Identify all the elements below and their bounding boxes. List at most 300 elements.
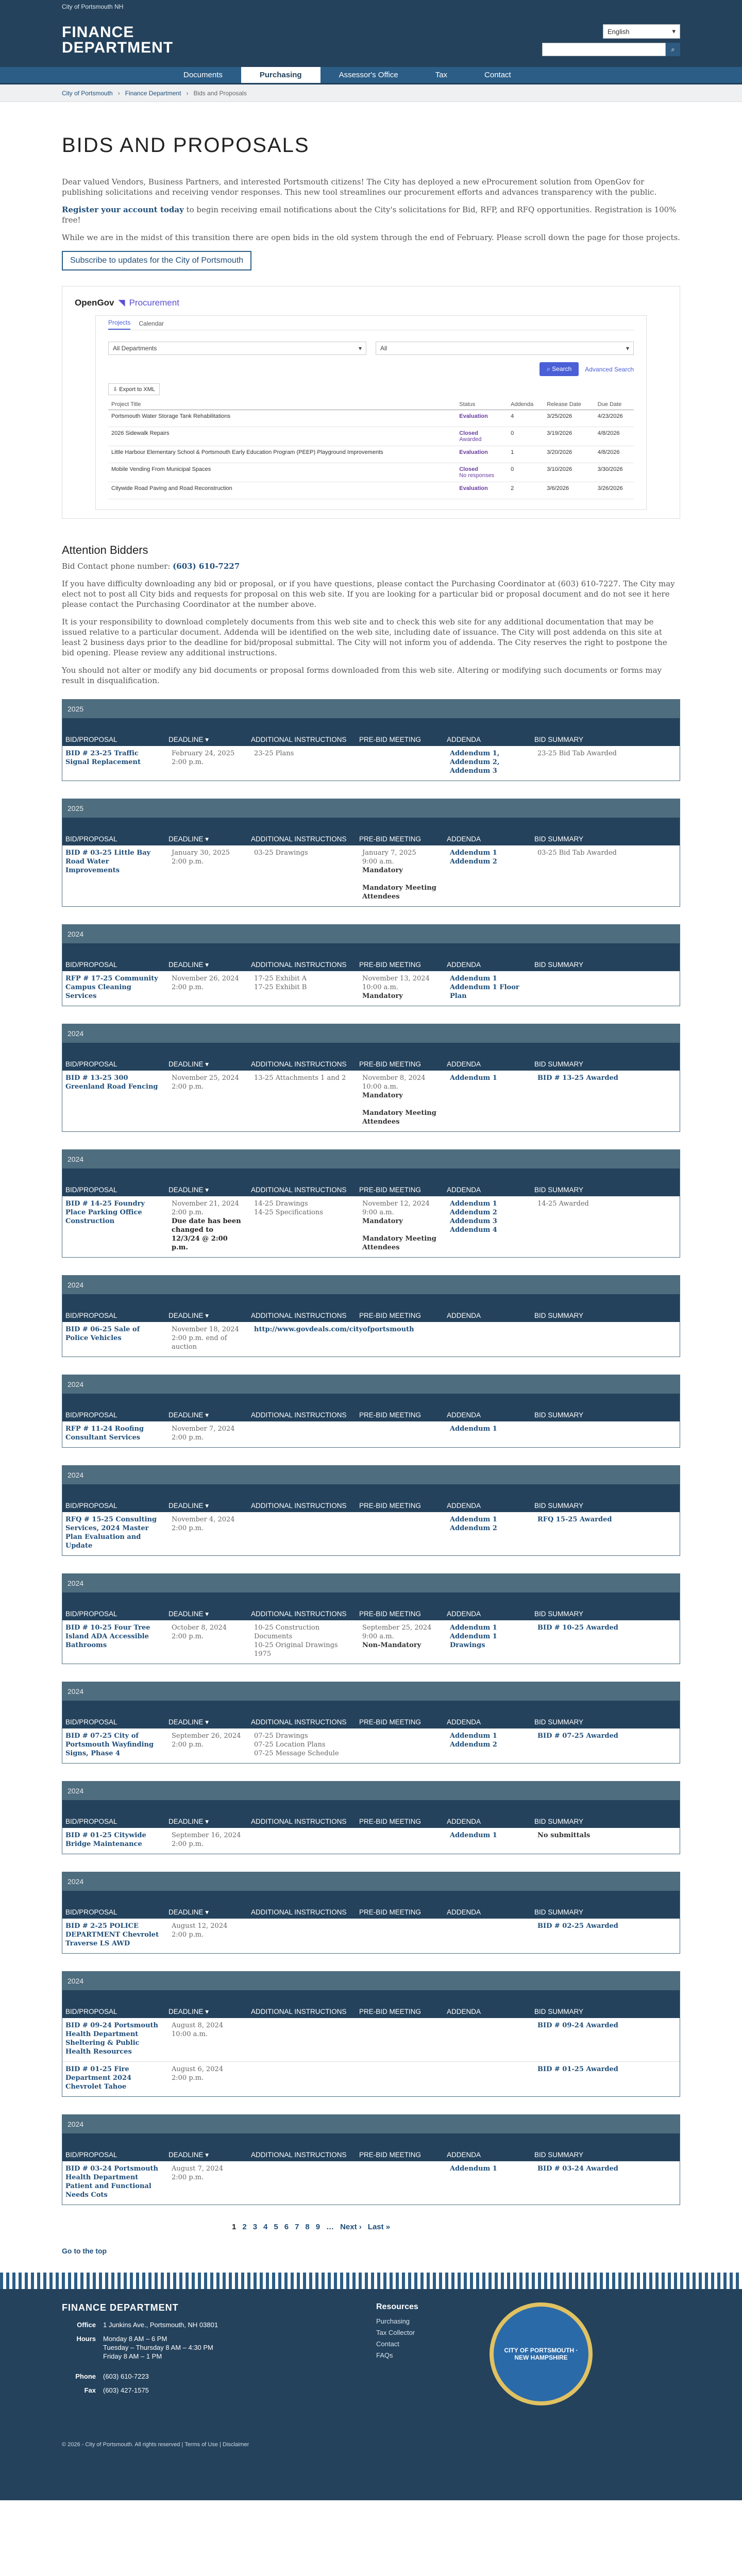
column-header: PRE-BID MEETING: [359, 1186, 421, 1194]
opengov-product: Procurement: [129, 298, 179, 308]
summary-link[interactable]: RFQ 15-25 Awarded: [537, 1516, 612, 1523]
year-header: 2024: [62, 1972, 680, 1990]
addendum-link-cell: [444, 749, 531, 775]
summary-link-cell: [531, 1074, 680, 1126]
column-header: ADDITIONAL INSTRUCTIONS: [251, 1411, 347, 1419]
deadline-sort-header[interactable]: DEADLINE ▾: [168, 835, 209, 843]
addenda-count: 4: [508, 410, 544, 427]
bid-row: [62, 971, 680, 1006]
bid-table: [62, 1872, 680, 1954]
bid-table: [62, 1275, 680, 1357]
column-header: ADDITIONAL INSTRUCTIONS: [251, 1818, 347, 1825]
advanced-search-link[interactable]: Advanced Search: [585, 365, 634, 373]
deadline-sort-header[interactable]: DEADLINE ▾: [168, 1186, 209, 1194]
deadline-time: 2:00 p.m.: [172, 1434, 204, 1442]
projects-table: [108, 399, 634, 499]
year-header: 2024: [62, 1024, 680, 1043]
summary-link: 14-25 Awarded: [537, 1200, 589, 1208]
instruction-link-cell: [248, 2065, 356, 2091]
project-status: [456, 482, 508, 499]
bid-name[interactable]: BID # 06-25 Sale of Police Vehicles: [65, 1326, 140, 1342]
chevron-down-icon: ▾: [672, 27, 676, 35]
page-link[interactable]: 6: [284, 2223, 289, 2231]
table-row[interactable]: [108, 427, 634, 446]
register-link[interactable]: Register your account today: [62, 205, 184, 214]
office-label: Office: [77, 2321, 96, 2329]
deadline-cell: [165, 2021, 248, 2056]
addendum-link-cell: [444, 1425, 531, 1442]
addendum-link[interactable]: Addendum 1, Addendum 2, Addendum 3: [450, 750, 500, 775]
footer-stripe: [0, 2273, 742, 2289]
column-header: BID SUMMARY: [534, 1818, 584, 1825]
instruction-link-cell: [248, 849, 356, 901]
footer-link-contact[interactable]: Contact: [376, 2340, 399, 2348]
addendum-link-cell: [444, 2021, 531, 2056]
page-link[interactable]: Last »: [367, 2223, 391, 2231]
prebid-info-cell: [356, 1732, 444, 1758]
summary-link[interactable]: BID # 09-24 Awarded: [537, 2022, 618, 2029]
summary-link-cell: [531, 1732, 680, 1758]
bid-name[interactable]: RFQ # 15-25 Consulting Services, 2024 Master Plan Evaluation and Update: [65, 1516, 157, 1550]
deadline-date: November 7, 2024: [172, 1425, 235, 1433]
addendum-link[interactable]: Addendum 2: [450, 1209, 497, 1216]
prebid-info: 10:00 a.m.: [362, 1083, 398, 1091]
bid-name[interactable]: RFP # 17-25 Community Campus Cleaning Services: [65, 975, 158, 1000]
deadline-cell: [165, 1325, 248, 1351]
instruction-link: 10-25 Construction Documents: [254, 1624, 320, 1640]
column-header: PRE-BID MEETING: [359, 2151, 421, 2159]
go-to-top-link[interactable]: Go to the top: [62, 2247, 107, 2255]
deadline-sort-header[interactable]: DEADLINE ▾: [168, 2151, 209, 2159]
column-header: BID/PROPOSAL: [65, 736, 117, 743]
bid-table: [62, 1024, 680, 1132]
bid-row: [62, 1512, 680, 1555]
deadline-sort-header[interactable]: DEADLINE ▾: [168, 1908, 209, 1916]
city-home-link[interactable]: City of Portsmouth NH: [62, 3, 124, 10]
addendum-link[interactable]: Addendum 1: [450, 2165, 497, 2173]
addendum-link[interactable]: Addendum 1: [450, 1074, 497, 1082]
column-header: BID/PROPOSAL: [65, 1060, 117, 1068]
instruction-link: 10-25 Original Drawings 1975: [254, 1641, 338, 1658]
instruction-link: 14-25 Specifications: [254, 1209, 323, 1216]
dept-title-line1: FINANCE: [62, 24, 134, 41]
attention-heading: Attention Bidders: [62, 544, 148, 556]
bid-table-header: [62, 1990, 680, 2018]
pagination-ellipsis: …: [326, 2223, 334, 2231]
project-title[interactable]: 2026 Sidewalk Repairs: [108, 427, 456, 446]
bid-table-header: [62, 2133, 680, 2161]
page-link[interactable]: 4: [263, 2223, 268, 2231]
nav-item-purchasing[interactable]: Purchasing: [241, 67, 321, 83]
column-header: PRE-BID MEETING: [359, 835, 421, 843]
column-header: BID/PROPOSAL: [65, 961, 117, 969]
deadline-sort-header[interactable]: DEADLINE ▾: [168, 2008, 209, 2015]
deadline-sort-header[interactable]: DEADLINE ▾: [168, 1411, 209, 1419]
page-link[interactable]: 3: [252, 2223, 258, 2231]
deadline-time: 2:00 p.m.: [172, 2174, 204, 2181]
deadline-cell: [165, 1515, 248, 1550]
footer-link-tax-collector[interactable]: Tax Collector: [376, 2329, 415, 2336]
search-input[interactable]: [542, 43, 666, 56]
status-detail: No responses: [459, 472, 495, 479]
column-header: BID SUMMARY: [534, 1610, 584, 1618]
bid-row: [62, 1919, 680, 1953]
table-row[interactable]: [108, 463, 634, 482]
column-header: PRE-BID MEETING: [359, 1502, 421, 1510]
opengov-search-button[interactable]: [539, 362, 579, 376]
chevron-down-icon: ▾: [358, 345, 362, 352]
addendum-link[interactable]: Addendum 4: [450, 1226, 497, 1234]
addenda-count: 1: [508, 446, 544, 463]
instruction-link: 17-25 Exhibit A: [254, 975, 307, 982]
instruction-link: 07-25 Location Plans: [254, 1741, 326, 1749]
pagination: [232, 2223, 680, 2231]
column-header: PRE-BID MEETING: [359, 1610, 421, 1618]
deadline-cell: [165, 1922, 248, 1948]
status-badge: Closed: [459, 430, 478, 436]
summary-link-cell: [531, 2164, 680, 2199]
prebid-info-cell: [356, 1074, 444, 1126]
phone-link[interactable]: (603) 610-7227: [173, 562, 240, 571]
project-title[interactable]: Citywide Road Paving and Road Reconstruction: [108, 482, 456, 499]
table-row[interactable]: [108, 482, 634, 499]
addendum-link[interactable]: Addendum 2: [450, 1741, 497, 1749]
prebid-info: Mandatory: [362, 867, 403, 874]
prebid-info: January 7, 2025: [362, 849, 416, 857]
deadline-note: Due date has been changed to 12/3/24 @ 2:00 p.m.: [172, 1217, 241, 1251]
bid-table: [62, 924, 680, 1006]
column-header: BID SUMMARY: [534, 1411, 584, 1419]
prebid-info-cell: [356, 849, 444, 901]
instruction-link-cell: [248, 1623, 356, 1658]
deadline-sort-header[interactable]: DEADLINE ▾: [168, 1060, 209, 1068]
column-header: PRE-BID MEETING: [359, 1411, 421, 1419]
table-row[interactable]: [108, 410, 634, 427]
column-header[interactable]: Addenda: [508, 399, 544, 410]
bid-name[interactable]: BID # 03-24 Portsmouth Health Department Patient and Functional Needs Cots: [65, 2165, 158, 2199]
language-select[interactable]: [603, 24, 680, 39]
addendum-link[interactable]: Addendum 1: [450, 1832, 497, 1839]
phone-label: Phone: [75, 2372, 96, 2380]
addendum-link-cell: [444, 1515, 531, 1550]
breadcrumb-separator: ›: [186, 90, 189, 97]
addendum-link[interactable]: Addendum 3: [450, 1217, 497, 1225]
addendum-link[interactable]: Addendum 1: [450, 849, 497, 857]
bid-row: [62, 1071, 680, 1131]
deadline-sort-header[interactable]: DEADLINE ▾: [168, 736, 209, 743]
column-header: BID/PROPOSAL: [65, 1312, 117, 1319]
department-filter[interactable]: [108, 342, 366, 355]
footer-title: FINANCE DEPARTMENT: [62, 2302, 179, 2313]
footer-link-purchasing[interactable]: Purchasing: [376, 2317, 410, 2325]
page-link[interactable]: 7: [295, 2223, 299, 2231]
deadline-sort-header[interactable]: DEADLINE ▾: [168, 961, 209, 969]
page-title: BIDS AND PROPOSALS: [62, 134, 310, 157]
project-status: [456, 410, 508, 427]
tab-projects[interactable]: Projects: [108, 319, 130, 330]
breadcrumb-item[interactable]: Finance Department: [125, 90, 181, 97]
bid-table: [62, 1465, 680, 1556]
bid-table-header: [62, 1701, 680, 1728]
summary-link[interactable]: BID # 02-25 Awarded: [537, 1922, 618, 1930]
deadline-date: November 21, 2024: [172, 1200, 239, 1208]
prebid-info-cell: [356, 1199, 444, 1252]
deadline-sort-header[interactable]: DEADLINE ▾: [168, 1502, 209, 1510]
column-header: ADDITIONAL INSTRUCTIONS: [251, 1060, 347, 1068]
footer-link-faqs[interactable]: FAQs: [376, 2351, 393, 2359]
addendum-link[interactable]: Addendum 1 Floor Plan: [450, 984, 519, 1000]
instruction-link[interactable]: http://www.govdeals.com/cityofportsmouth: [254, 1326, 414, 1333]
page-link[interactable]: 5: [274, 2223, 278, 2231]
column-header: ADDITIONAL INSTRUCTIONS: [251, 1718, 347, 1726]
hours-line: Tuesday – Thursday 8 AM – 4:30 PM: [103, 2344, 213, 2351]
nav-item-tax[interactable]: Tax: [435, 71, 448, 79]
project-status: [456, 463, 508, 482]
addendum-link-cell: [444, 1831, 531, 1849]
phone-line: [62, 561, 680, 571]
column-header: ADDENDA: [447, 1818, 481, 1825]
summary-link[interactable]: BID # 13-25 Awarded: [537, 1074, 618, 1082]
status-badge: Evaluation: [459, 449, 488, 455]
status-filter[interactable]: [376, 342, 634, 355]
deadline-time: 2:00 p.m.: [172, 1840, 204, 1848]
prebid-info-cell: [356, 974, 444, 1001]
search-label: Search: [552, 365, 572, 372]
deadline-cell: [165, 849, 248, 901]
bid-name[interactable]: BID # 03-25 Little Bay Road Water Improvements: [65, 849, 151, 874]
tab-calendar[interactable]: Calendar: [139, 320, 164, 327]
hours-label: Hours: [76, 2335, 96, 2343]
column-header: BID SUMMARY: [534, 961, 584, 969]
due-date: 4/8/2026: [595, 446, 634, 463]
status-badge: Evaluation: [459, 485, 488, 492]
deadline-sort-header[interactable]: DEADLINE ▾: [168, 1718, 209, 1726]
breadcrumb: [0, 84, 742, 102]
main-nav: [0, 67, 742, 84]
column-header: BID/PROPOSAL: [65, 2008, 117, 2015]
bid-name[interactable]: BID # 09-24 Portsmouth Health Department Sheltering & Public Health Resources: [65, 2022, 158, 2056]
summary-link-cell: [531, 1199, 680, 1252]
deadline-date: February 24, 2025: [172, 750, 235, 757]
column-header[interactable]: Status: [456, 399, 508, 410]
deadline-cell: [165, 1199, 248, 1252]
column-header: ADDITIONAL INSTRUCTIONS: [251, 1502, 347, 1510]
addendum-link[interactable]: Addendum 1: [450, 1200, 497, 1208]
column-header[interactable]: Project Title: [108, 399, 456, 410]
dept-title-line2: DEPARTMENT: [62, 39, 174, 56]
column-header: PRE-BID MEETING: [359, 1060, 421, 1068]
deadline-date: November 18, 2024: [172, 1326, 239, 1333]
prebid-info: Mandatory Meeting Attendees: [362, 884, 436, 901]
project-title[interactable]: Little Harbour Elementary School & Portsmouth Early Education Program (PEEP) Playground Improvements: [108, 446, 456, 463]
deadline-time: 2:00 p.m.: [172, 2074, 204, 2082]
bid-table: [62, 1971, 680, 2097]
addendum-link[interactable]: Addendum 2: [450, 1524, 497, 1532]
page-link[interactable]: Next ›: [340, 2223, 362, 2231]
deadline-time: 2:00 p.m.: [172, 1524, 204, 1532]
bid-name[interactable]: BID # 01-25 Fire Department 2024 Chevrolet Tahoe: [65, 2065, 132, 2091]
project-status: [456, 446, 508, 463]
bid-name[interactable]: BID # 10-25 Four Tree Island ADA Accessible Bathrooms: [65, 1624, 150, 1649]
deadline-time: 2:00 p.m.: [172, 858, 204, 866]
year-header: 2024: [62, 1782, 680, 1800]
bid-name[interactable]: BID # 14-25 Foundry Place Parking Office Construction: [65, 1200, 145, 1225]
bid-name[interactable]: BID # 2-25 POLICE DEPARTMENT Chevrolet Traverse LS AWD: [65, 1922, 159, 1947]
addendum-link[interactable]: Addendum 1: [450, 1624, 497, 1632]
addendum-link-cell: [444, 849, 531, 901]
summary-link: 23-25 Bid Tab Awarded: [537, 750, 617, 757]
due-date: 3/30/2026: [595, 463, 634, 482]
column-header: BID SUMMARY: [534, 1502, 584, 1510]
page-link[interactable]: 8: [305, 2223, 310, 2231]
release-date: 3/10/2026: [544, 463, 594, 482]
prebid-info: Mandatory Meeting Attendees: [362, 1109, 436, 1126]
page-link[interactable]: 9: [315, 2223, 321, 2231]
deadline-cell: [165, 974, 248, 1001]
column-header: ADDENDA: [447, 736, 481, 743]
bid-name[interactable]: BID # 13-25 300 Greenland Road Fencing: [65, 1074, 158, 1091]
deadline-cell: [165, 749, 248, 775]
breadcrumb-item[interactable]: City of Portsmouth: [62, 90, 113, 97]
column-header: BID SUMMARY: [534, 1312, 584, 1319]
column-header: ADDENDA: [447, 1411, 481, 1419]
nav-item-documents[interactable]: Documents: [183, 71, 223, 79]
prebid-info: Mandatory: [362, 1092, 403, 1099]
opengov-mark-icon: ◥: [118, 298, 125, 308]
column-header: PRE-BID MEETING: [359, 736, 421, 743]
footer-phone-link[interactable]: (603) 610-7223: [103, 2372, 149, 2380]
bid-row: [62, 845, 680, 906]
table-row[interactable]: [108, 446, 634, 463]
bid-name[interactable]: BID # 07-25 City of Portsmouth Wayfinding Signs, Phase 4: [65, 1732, 154, 1757]
deadline-date: September 16, 2024: [172, 1832, 241, 1839]
column-header: ADDENDA: [447, 1312, 481, 1319]
bid-table-header: [62, 1394, 680, 1421]
summary-link[interactable]: BID # 03-24 Awarded: [537, 2165, 618, 2173]
addenda-count: 0: [508, 427, 544, 446]
bid-row: [62, 2161, 680, 2205]
deadline-date: August 6, 2024: [172, 2065, 224, 2073]
deadline-date: November 26, 2024: [172, 975, 239, 982]
summary-link[interactable]: BID # 07-25 Awarded: [537, 1732, 618, 1740]
column-header[interactable]: Due Date: [595, 399, 634, 410]
office-address: 1 Junkins Ave., Portsmouth, NH 03801: [103, 2321, 218, 2329]
column-header[interactable]: Release Date: [544, 399, 594, 410]
department-filter-value: All Departments: [113, 345, 157, 352]
instruction-link-cell: [248, 974, 356, 1001]
seal-text: CITY OF PORTSMOUTH · NEW HAMPSHIRE: [504, 2347, 578, 2361]
bid-table-header: [62, 1891, 680, 1919]
prebid-info-cell: [356, 1922, 444, 1948]
year-header: 2024: [62, 1682, 680, 1701]
bid-name[interactable]: RFP # 11-24 Roofing Consultant Services: [65, 1425, 144, 1442]
bid-row: [62, 1421, 680, 1447]
addendum-link[interactable]: Addendum 1: [450, 1732, 497, 1740]
fax-number: (603) 427-1575: [103, 2386, 149, 2394]
page-link[interactable]: 2: [242, 2223, 247, 2231]
column-header: ADDENDA: [447, 961, 481, 969]
summary-link-cell: [531, 1831, 680, 1849]
addendum-link[interactable]: Addendum 1 Drawings: [450, 1633, 497, 1649]
column-header: BID SUMMARY: [534, 1186, 584, 1194]
deadline-sort-header[interactable]: DEADLINE ▾: [168, 1610, 209, 1618]
bid-table-header: [62, 1592, 680, 1620]
page-link[interactable]: 1: [232, 2223, 237, 2231]
summary-link-cell: [531, 1325, 680, 1351]
column-header: ADDENDA: [447, 2151, 481, 2159]
column-header: ADDENDA: [447, 1502, 481, 1510]
status-filter-value: All: [380, 345, 387, 352]
deadline-sort-header[interactable]: DEADLINE ▾: [168, 1818, 209, 1825]
column-header: ADDITIONAL INSTRUCTIONS: [251, 2008, 347, 2015]
prebid-info: Mandatory: [362, 992, 403, 1000]
bid-row: [62, 1828, 680, 1854]
project-title[interactable]: Mobile Vending From Municipal Spaces: [108, 463, 456, 482]
addendum-link-cell: [444, 1623, 531, 1658]
addendum-link[interactable]: Addendum 1: [450, 975, 497, 982]
deadline-time: 2:00 p.m.: [172, 1931, 204, 1939]
column-header: ADDITIONAL INSTRUCTIONS: [251, 1312, 347, 1319]
deadline-date: September 26, 2024: [172, 1732, 241, 1740]
prebid-info-cell: [356, 1831, 444, 1849]
export-button[interactable]: [108, 383, 160, 395]
release-date: 3/6/2026: [544, 482, 594, 499]
bid-table: [62, 1375, 680, 1448]
year-header: 2024: [62, 1466, 680, 1484]
deadline-sort-header[interactable]: DEADLINE ▾: [168, 1312, 209, 1319]
prebid-info-cell: [356, 2164, 444, 2199]
prebid-info-cell: [356, 2065, 444, 2091]
bid-table: [62, 699, 680, 781]
bid-row: [62, 1728, 680, 1763]
column-header: ADDITIONAL INSTRUCTIONS: [251, 1186, 347, 1194]
instruction-link: 07-25 Message Schedule: [254, 1750, 339, 1757]
hours-line: Friday 8 AM – 1 PM: [103, 2352, 162, 2360]
project-title[interactable]: Portsmouth Water Storage Tank Rehabilitations: [108, 410, 456, 427]
city-seal: [490, 2302, 593, 2405]
instruction-link: 14-25 Drawings: [254, 1200, 308, 1208]
summary-link: 03-25 Bid Tab Awarded: [537, 849, 617, 857]
prebid-info-cell: [356, 1623, 444, 1658]
prebid-info: Mandatory Meeting Attendees: [362, 1235, 436, 1251]
year-header: 2025: [62, 799, 680, 818]
prebid-info-cell: [356, 749, 444, 775]
addenda-count: 2: [508, 482, 544, 499]
column-header: ADDITIONAL INSTRUCTIONS: [251, 835, 347, 843]
summary-link-cell: [531, 2021, 680, 2056]
transition-text: While we are in the midst of this transition there are open bids in the old system through the end of February. Please scroll down the page for those projects.: [62, 233, 680, 242]
site-header: [0, 13, 742, 67]
summary-link[interactable]: BID # 10-25 Awarded: [537, 1624, 618, 1632]
bid-name[interactable]: BID # 01-25 Citywide Bridge Maintenance: [65, 1832, 146, 1848]
bid-name[interactable]: BID # 23-25 Traffic Signal Replacement: [65, 750, 141, 766]
deadline-cell: [165, 1425, 248, 1442]
bid-row: [62, 746, 680, 781]
due-date: 4/8/2026: [595, 427, 634, 446]
addendum-link[interactable]: Addendum 1: [450, 1425, 497, 1433]
instruction-link: 17-25 Exhibit B: [254, 984, 307, 991]
utility-bar: [0, 0, 742, 13]
addendum-link[interactable]: Addendum 1: [450, 1516, 497, 1523]
department-logo[interactable]: [62, 25, 173, 56]
addendum-link[interactable]: Addendum 2: [450, 858, 497, 866]
nav-item-contact[interactable]: Contact: [484, 71, 511, 79]
bid-table: [62, 2114, 680, 2205]
search-icon[interactable]: ⌕: [666, 43, 680, 56]
subscribe-button[interactable]: Subscribe to updates for the City of Portsmouth: [62, 251, 251, 270]
nav-item-assessor-s-office[interactable]: Assessor's Office: [339, 71, 398, 79]
summary-link[interactable]: BID # 01-25 Awarded: [537, 2065, 618, 2073]
